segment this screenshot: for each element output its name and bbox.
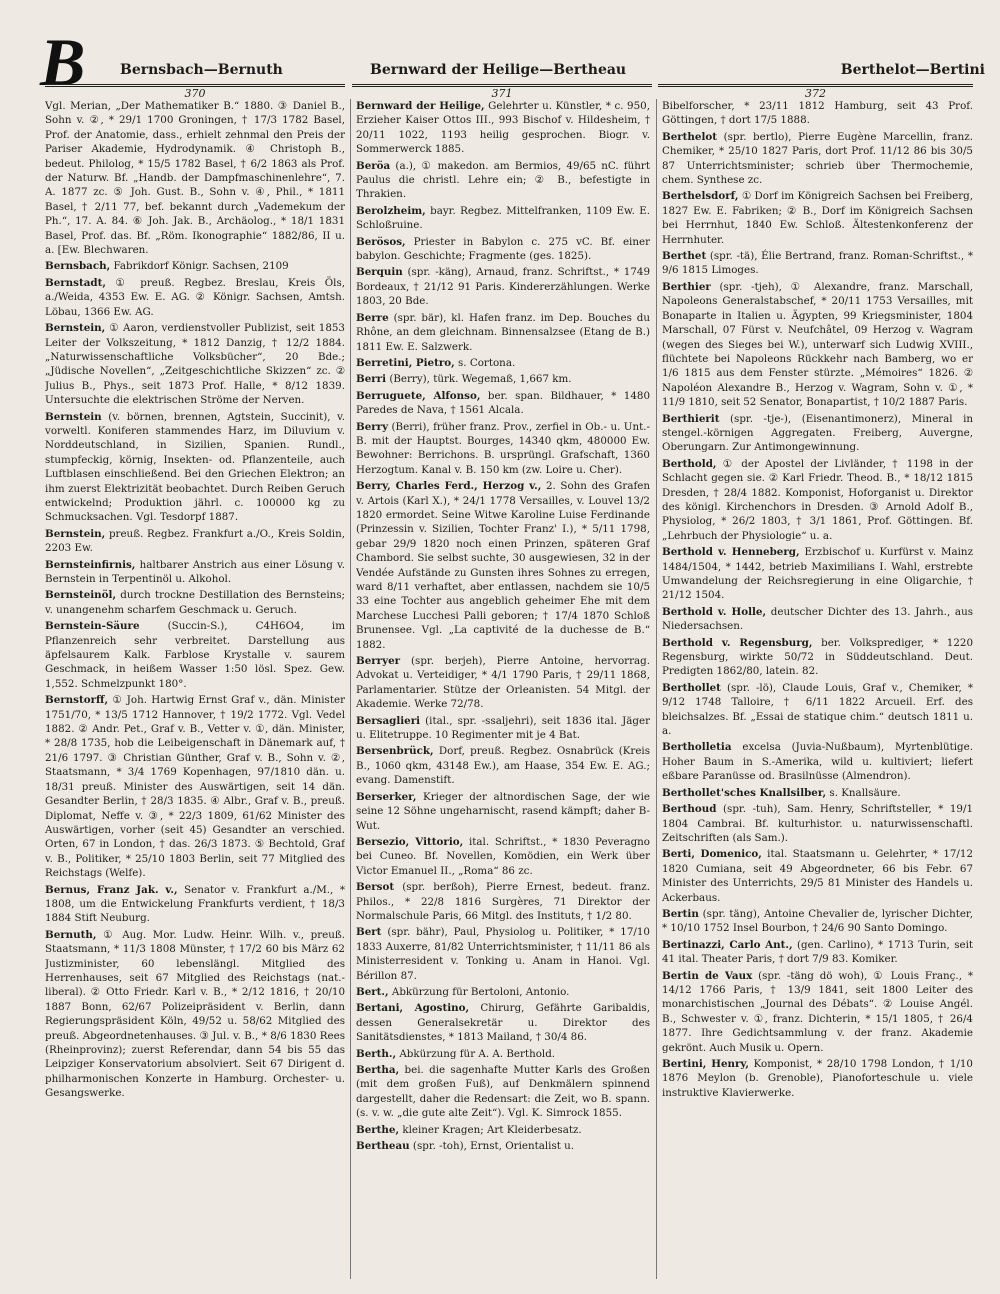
entry-headword: Bersenbrück, (356, 745, 434, 758)
lexicon-entry (45, 693, 345, 880)
entry-text: Vgl. Merian, „Der Mathematiker B.“ 1880. ③ Daniel B., Sohn v. ②, * 29/1 1700 Groningen, † 17/3 1782 Basel, Prof. der Anatomie, dass., erhielt zehnmal den Preis der Pariser Akademie, Hydrodynamik. ④ Christoph B., bedeut. Philolog, * 15/5 1782 Basel, † 6/2 1863 als Prof. der Naturw. Bf. „Handb. der Dampfmaschinenlehre“, 7. A. 1877 zc. ⑤ Joh. Gust. B., Sohn v. ④, Phil., * 1811 Basel, † 2/11 77, bef. bekannt durch „Vademekum der Ph.“, 17. A. 84. ⑥ Joh. Jak. B., Archäolog., * 18/1 1831 Basel, Prof. das. Bf. „Röm. Ikonographie“ 1882/86, II u. a. [Ew. Blechwaren. (45, 100, 345, 257)
lexicon-entry (662, 969, 973, 1055)
entry-text: Gelehrter u. Künstler, * c. 950, Erzieher Kaiser Ottos III., 993 Bischof v. Hildesheim, † 20/11 1022, 1193 heilig gesprochen. Biogr. v. Sommerwerck 1885. (356, 100, 650, 156)
entry-headword: Berthollet (662, 681, 721, 694)
entry-text: (spr. bähr), Paul, Physiolog u. Politiker, * 17/10 1833 Auxerre, 81/82 Unterrichtsminister, † 11/11 86 als Ministerresident v. Tonking u. Anam in Hanoi. Vgl. Bérillon 87. (356, 926, 650, 982)
entry-headword: Bertinazzi, Carlo Ant., (662, 938, 793, 951)
entry-headword: Berserker, (356, 790, 417, 803)
entry-headword: Bertin (662, 907, 699, 920)
entry-text: Chirurg, Gefährte Garibaldis, dessen Generalsekretär u. Direktor des Sanitätsdienstes, * 1813 Mailand, † 30/4 86. (356, 1002, 650, 1044)
running-head-center: Bernward der Heilige—Bertheau (370, 62, 627, 78)
entry-text: kleiner Kragen; Art Kleiderbesatz. (402, 1123, 582, 1136)
entry-text: Krieger der altnordischen Sage, der wie seine 12 Söhne ungeharnischt, rasend kämpft; daher B-Wut. (356, 790, 650, 832)
entry-headword: Berry (356, 420, 389, 433)
entry-text: (spr. berjeh), Pierre Antoine, hervorrag. Advokat u. Verteidiger, * 4/1 1790 Paris, † 29/11 1868, Parlamentarier. Stütze der Orleanisten. 54 Mitgl. der Akademie. Werke 72/78. (356, 655, 650, 711)
lexicon-entry (662, 280, 973, 410)
entry-headword: Berthet (662, 250, 707, 263)
entry-text: preuß. Regbez. Frankfurt a./O., Kreis Soldin, 2203 Ew. (45, 527, 345, 555)
entry-headword: Berthold v. Regensburg, (662, 636, 813, 649)
lexicon-entry (662, 99, 973, 128)
entry-text: ital. Schriftst., * 1830 Peveragno bei Cuneo. Bf. Novellen, Komödien, ein Werk über Victor Emanuel II., „Roma“ 86 zc. (356, 835, 650, 877)
lexicon-entry (662, 786, 973, 800)
lexicon-entry (662, 636, 973, 679)
lexicon-entry (45, 558, 345, 587)
entry-headword: Bernstadt, (45, 276, 106, 289)
lexicon-entry (356, 654, 650, 712)
lexicon-entry (662, 938, 973, 967)
entry-headword: Berthelot (662, 130, 718, 143)
entry-headword: Bernus, Franz Jak. v., (45, 883, 178, 896)
running-head-left: Bernsbach—Bernuth (120, 62, 283, 78)
entry-headword: Bernsteinöl, (45, 589, 117, 602)
entry-headword: Berth., (356, 1047, 397, 1060)
entry-headword: Bertin de Vaux (662, 969, 753, 982)
lexicon-entry (662, 457, 973, 543)
entry-headword: Berretini, Pietro, (356, 356, 455, 369)
lexicon-entry (356, 204, 650, 233)
entry-headword: Bernuth, (45, 928, 97, 941)
lexicon-entry (356, 372, 650, 386)
entry-headword: Berthollet'sches Knallsilber, (662, 786, 827, 799)
entry-headword: Bertha, (356, 1064, 400, 1076)
lexicon-entry (356, 420, 650, 478)
lexicon-entry (356, 479, 650, 652)
lexicon-entry (356, 159, 650, 202)
entry-text: (spr. -tje-), (Eisenantimonerz), Mineral in stengel.-körnigen Aggregaten. Freiberg, Auvergne, Oberungarn. Zur Antimongewinnung. (662, 412, 973, 454)
entry-headword: Bernward der Heilige, (356, 100, 485, 112)
entry-headword: Bersaglieri (356, 714, 421, 727)
page-number-right: 372 (658, 84, 973, 101)
lexicon-entry (356, 880, 650, 923)
lexicon-entry (356, 1123, 650, 1137)
entry-headword: Bernstein (45, 410, 102, 423)
entry-text: haltbarer Anstrich aus einer Lösung v. Bernstein in Terpentinöl u. Alkohol. (45, 558, 345, 585)
lexicon-entry (662, 189, 973, 247)
entry-headword: Berthier (662, 280, 711, 293)
entry-headword: Bertani, Agostino, (356, 1002, 470, 1015)
lexicon-entry (356, 99, 650, 157)
entry-text: Bibelforscher, * 23/11 1812 Hamburg, seit 43 Prof. Göttingen, † dort 17/5 1888. (662, 100, 973, 127)
lexicon-entry (45, 527, 345, 556)
entry-headword: Berösos, (356, 235, 406, 248)
lexicon-entry (356, 1139, 650, 1153)
entry-text: ① Dorf im Königreich Sachsen bei Freiberg, 1827 Ew. E. Fabriken; ② B., Dorf im Königreich Sachsen bei Herrnhut, 1840 Ew. Schloß. Ältestenkonferenz der Herrnhuter. (662, 190, 973, 246)
entry-headword: Bertheau (356, 1140, 410, 1153)
entry-text: Priester in Babylon c. 275 vC. Bf. einer babylon. Geschichte; Fragmente (ges. 1825). (356, 235, 650, 263)
entry-text: (spr. bertlo), Pierre Eugène Marcellin, franz. Chemiker, * 25/10 1827 Paris, dort Prof. 11/12 86 bis 30/5 87 Unterrichtsminister; schrieb über Thermochemie, chem. Synthese zc. (662, 130, 973, 187)
column-divider (350, 99, 351, 1279)
entry-text: deutscher Dichter des 13. Jahrh., aus Niedersachsen. (662, 605, 973, 633)
entry-text: (spr. -tuh), Sam. Henry, Schriftsteller, * 19/1 1804 Cambrai. Bf. kulturhistor. u. naturwissenschaftl. Zeitschriften (als Sam.). (662, 803, 973, 844)
lexicon-entry (356, 925, 650, 983)
entry-text: (Berri), früher franz. Prov., zerfiel in Ob.- u. Unt.-B. mit der Hauptst. Bourges, 14340 qkm, 480000 Ew. Bewohner: Berrichons. B. ursprüngl. Grafschaft, 1360 Herzogtum. Kanal v. B. 150 km (zw. Loire u. Cher). (356, 420, 650, 476)
entry-headword: Bersot (356, 881, 395, 894)
entry-headword: Beröa (356, 159, 391, 172)
lexicon-entry (356, 235, 650, 264)
entry-text: (spr. -täng dö woh), ① Louis Franç., * 14/12 1766 Paris, † 13/9 1841, seit 1800 Leiter des monarchistischen „Journal des Débats“. ② Louise Angél. B., Schwester v. ①, franz. Dichterin, * 15/1 1805, † 26/4 1877. Ihre Gedichtsammlung v. der franz. Akademie gekrönt. Auch Musik u. Opern. (662, 969, 973, 1054)
lexicon-entry (356, 985, 650, 999)
entry-headword: Bernsbach, (45, 260, 111, 273)
entry-text: (Berry), türk. Wegemaß, 1,667 km. (389, 373, 572, 386)
lexicon-entry (45, 588, 345, 617)
lexicon-entry (662, 545, 973, 603)
page-number-center: 371 (352, 84, 652, 101)
entry-text: ① der Apostel der Livländer, † 1198 in der Schlacht gegen sie. ② Karl Friedr. Theod. B., * 18/12 1815 Dresden, † 28/4 1882. Komponist, Hoforganist u. Direktor des königl. Kirchenchors in Dresden. ③ Arnold Adolf B., Physiolog, * 26/2 1803, † 3/1 1861, Prof. Göttingen. Bf. „Lehrbuch der Physiologie“ u. a. (662, 457, 973, 542)
entry-text: ① Aaron, verdienstvoller Publizist, seit 1853 Leiter der Volkszeitung, * 1812 Danzig, † 12/2 1884. „Naturwissenschaftliche Volksbücher“, 20 Bde.; „Jüdische Novellen“, „Zeitgeschichtliche Skizzen“ zc. ② Julius B., Phys., seit 1873 Prof. Halle, * 8/12 1839. Untersuchte die elektrischen Ströme der Nerven. (45, 322, 345, 407)
lexicon-entry (356, 835, 650, 878)
entry-headword: Bersezio, Vittorio, (356, 835, 464, 848)
lexicon-entry (356, 744, 650, 787)
entry-text: (spr. berßoh), Pierre Ernest, bedeut. franz. Philos., * 22/8 1816 Surgères, 71 Direktor der Normalschule Paris, 66 Mitgl. des Instituts, † 1/2 80. (356, 881, 650, 922)
entry-text: Dorf, preuß. Regbez. Osnabrück (Kreis B., 1060 qkm, 43148 Ew.), am Haase, 354 Ew. E. AG.; evang. Damenstift. (356, 745, 650, 787)
entry-text: s. Cortona. (458, 356, 516, 369)
lexicon-entry (45, 410, 345, 525)
entry-text: bei. die sagenhafte Mutter Karls des Großen (mit dem großen Fuß), auf Denkmälern spinnend dargestellt, daher die Redensart: die Zeit, wo B. spann. (s. v. w. „die gute alte Zeit“). Vgl. K. Simrock 1855. (356, 1064, 650, 1120)
entry-headword: Berthe, (356, 1123, 400, 1136)
column-center (356, 99, 650, 1279)
entry-headword: Berthoud (662, 803, 717, 816)
entry-text: ① Aug. Mor. Ludw. Heinr. Wilh. v., preuß. Staatsmann, * 11/3 1808 Münster, † 17/2 60 bis März 62 Justizminister, 60 lebenslängl. Mitglied des Herrenhauses, seit 67 Mitglied des Reichstags (nat.-liberal). ② Otto Friedr. Karl v. B., * 2/12 1816, † 20/10 1887 Bonn, 62/67 Polizeipräsident v. Berlin, dann Regierungspräsident Köln, 49/52 u. 58/62 Mitglied des preuß. Abgeordnetenhauses. ③ Jul. v. B., * 8/6 1830 Rees (Rheinprovinz); zuerst Referendar, dann 54 bis 55 das Leipziger Konservatorium absolviert. Seit 67 Dirigent d. philharmonischen Konzerte in Hamburg. Orchester- u. Gesangswerke. (45, 928, 345, 1100)
entry-text: (spr. bär), kl. Hafen franz. im Dep. Bouches du Rhône, an dem gleichnam. Binnensalzsee (Etang de B.) 1811 Ew. E. Salzwerk. (356, 311, 650, 353)
lexicon-entry (662, 130, 973, 188)
lexicon-entry (356, 356, 650, 370)
entry-text: (spr. -tä), Élie Bertrand, franz. Roman-Schriftst., * 9/6 1815 Limoges. (662, 250, 973, 277)
lexicon-entry (662, 847, 973, 905)
entry-text: (spr. -toh), Ernst, Orientalist u. (412, 1140, 575, 1153)
entry-text: (v. börnen, brennen, Agtstein, Succinit), v. vorweltl. Koniferen stammendes Harz, im Diluvium v. Norddeutschland, in Sizilien, Spanien. Rundl., stumpfeckig, körnig, Insekten- od. Pflanzenteile, auch Luftblasen einschließend. Bei den Griechen Elektron; an ihm zuerst Elektrizität beobachtet. Durch Reiben Geruch entwickelnd; Produktion jährl. c. 100000 kg zu Schmucksachen. Vgl. Tesdorpf 1887. (45, 410, 345, 524)
entry-headword: Bernstein-Säure (45, 620, 140, 633)
section-letter: B (40, 24, 86, 100)
entry-text: (spr. -lö), Claude Louis, Graf v., Chemiker, * 9/12 1748 Talloire, † 6/11 1822 Arcueil. Erf. des bleichsalzes. Bf. „Essai de statique chim.“ deutsch 1811 u. a. (662, 681, 973, 738)
entry-headword: Bernsteinfirnis, (45, 558, 136, 571)
lexicon-entry (662, 740, 973, 783)
entry-text: ber. Volksprediger, * 1220 Regensburg, wirkte 50/72 in Süddeutschland. Deut. Predigten 1862/80, latein. 82. (662, 636, 973, 678)
entry-headword: Bert., (356, 985, 389, 998)
lexicon-entry (45, 619, 345, 691)
lexicon-entry (356, 1001, 650, 1044)
column-divider (656, 99, 657, 1279)
lexicon-entry (662, 605, 973, 634)
entry-headword: Berri (356, 373, 387, 386)
entry-headword: Bernstein, (45, 527, 106, 540)
lexicon-entry (356, 1063, 650, 1121)
entry-text: Abkürzung für A. A. Berthold. (399, 1047, 556, 1060)
lexicon-entry (356, 790, 650, 833)
entry-headword: Berthierit (662, 412, 720, 425)
lexicon-entry (356, 265, 650, 308)
entry-text: ① Joh. Hartwig Ernst Graf v., dän. Minister 1751/70, * 13/5 1712 Hannover, † 19/2 1772. Vgl. Vedel 1882. ② Andr. Pet., Graf v. B., Vetter v. ①, dän. Minister, * 28/8 1735, hob die Leibeigenschaft in Dänemark auf, † 21/6 1797. ③ Christian Günther, Graf v. B., Sohn v. ②, Staatsmann, * 3/4 1769 Kopenhagen, 97/1810 dän. u. 18/31 preuß. Minister des Auswärtigen, seit 14 dän. Gesandter Berlin, † 28/3 1835. ④ Albr., Graf v. B., preuß. Diplomat, Neffe v. ③, * 22/3 1809, 61/62 Minister des Auswärtigen, vorher (seit 45) Gesandter an verschied. Orten, 67 in London, † das. 26/3 1873. ⑤ Bechtold, Graf v. B., Politiker, * 25/10 1803 Berlin, seit 77 Mitglied des Reichstags (Welfe). (45, 694, 345, 880)
lexicon-entry (45, 883, 345, 926)
lexicon-entry (662, 249, 973, 278)
entry-text: (spr. -tjeh), ① Alexandre, franz. Marschall, Napoleons Generalstabschef, * 20/11 1753 Versailles, mit Bonaparte in Italien u. Ägypten, 99 Kriegsminister, 1804 Marschall, 07 Fürst v. Neufchâtel, 09 Herzog v. Wagram (wegen des Sieges bei W.), unterwarf sich Ludwig XVIII., flüchtete bei Napoleons Rückkehr nach Bamberg, wo er 1/6 1815 aus dem Fenster stürzte. „Mémoires“ 1826. ② Napoléon Alexandre B., Herzog v. Wagram, Sohn v. ①, * 11/9 1810, seit 52 Senator, Bonapartist, † 10/2 1887 Paris. (662, 280, 973, 409)
entry-headword: Bernstein, (45, 322, 106, 335)
lexicon-entry (356, 714, 650, 743)
entry-headword: Bertholletia (662, 741, 732, 754)
entry-text: ① preuß. Regbez. Breslau, Kreis Öls, a./Weida, 4353 Ew. E. AG. ② Königr. Sachsen, Amtsh. Löbau, 1366 Ew. AG. (45, 276, 345, 318)
entry-text: ber. span. Bildhauer, * 1480 Paredes de Nava, † 1561 Alcala. (356, 389, 650, 417)
entry-text: ital. Staatsmann u. Gelehrter, * 17/12 1820 Cumiana, seit 49 Abgeordneter, 66 bis Febr. 67 Minister des Unterrichts, 29/5 81 Minister des Handels u. Ackerbaus. (662, 848, 973, 904)
entry-text: 2. Sohn des Grafen v. Artois (Karl X.), * 24/1 1778 Versailles, v. Louvel 13/2 1820 ermordet. Seine Witwe Karoline Luise Ferdinande (Prinzessin v. Sizilien, Tochter Franz' I.), * 5/11 1798, gebar 29/9 1820 noch einen Prinzen, späteren Graf Chambord. Sie selbst suchte, 30 ausgewiesen, 32 in der Vendée Aufstände zu Gunsten ihres Sohnes zu erregen, ward 8/11 verhaftet, aber entlassen, nachdem sie 10/5 33 eine Tochter aus angeblich geheimer Ehe mit dem Marchese Lucchesi Palli geboren; † 17/4 1870 Schloß Brunensee. Vgl. „La captivité de la duchesse de B.“ 1882. (356, 480, 650, 651)
entry-text: Komponist, * 28/10 1798 London, † 1/10 1876 Meylon (b. Grenoble), Pianoforteschule u. viele instruktive Klavierwerke. (662, 1058, 973, 1099)
lexicon-entry (662, 412, 973, 455)
entry-text: Fabrikdorf Königr. Sachsen, 2109 (113, 260, 289, 273)
entry-text: Senator v. Frankfurt a./M., * 1808, um die Entwickelung Frankfurts verdient, † 18/3 1884 Stift Neuburg. (45, 883, 345, 925)
entry-text: (a.), ① makedon. am Bermios, 49/65 nC. führt Paulus die christl. Lehre ein; ② B., befestigte in Thrakien. (356, 159, 650, 201)
entry-text: (spr. -käng), Arnaud, franz. Schriftst., * 1749 Bordeaux, † 21/12 91 Paris. Kindererzählungen. Werke 1803, 20 Bde. (356, 266, 650, 308)
entry-text: (Succin-S.), C4H6O4, im Pflanzenreich sehr verbreitet. Darstellung aus äpfelsaurem Kalk. Farblose Krystalle v. saurem Geschmack, in heißem Wasser 1:50 lösl. Spez. Gew. 1,552. Schmelzpunkt 180°. (45, 620, 345, 690)
entry-text: Erzbischof u. Kurfürst v. Mainz 1484/1504, * 1442, betrieb Maximilians I. Wahl, erstrebte Umwandelung der Reichsregierung in eine Oligarchie, † 21/12 1504. (662, 546, 973, 602)
lexicon-entry (356, 1047, 650, 1061)
entry-headword: Berti, Domenico, (662, 848, 762, 861)
entry-headword: Bernstorff, (45, 694, 109, 707)
entry-text: s. Knallsäure. (829, 786, 901, 799)
entry-headword: Bert (356, 926, 382, 939)
lexicon-entry (662, 802, 973, 845)
entry-headword: Berquin (356, 266, 403, 279)
lexicon-entry (45, 259, 345, 273)
entry-text: (gen. Carlino), * 1713 Turin, seit 41 ital. Theater Paris, † dort 7/9 83. Komiker. (662, 938, 973, 966)
lexicon-entry (356, 389, 650, 418)
lexicon-entry (662, 681, 973, 739)
entry-text: excelsa (Juvia-Nußbaum), Myrtenblütige. Hoher Baum in S.-Amerika, wild u. kultiviert; liefert eßbare Paranüsse od. Brasilnüsse (Almendron). (662, 741, 973, 783)
lexicon-entry (45, 928, 345, 1101)
entry-headword: Berryer (356, 655, 401, 668)
entry-headword: Berry, Charles Ferd., Herzog v., (356, 480, 542, 493)
entry-text: (ital., spr. -ssaljehri), seit 1836 ital. Jäger u. Elitetruppe. 10 Regimenter mit je 4 Bat. (356, 714, 650, 742)
entry-text: Abkürzung für Bertoloni, Antonio. (391, 985, 570, 998)
entry-text: (spr. täng), Antoine Chevalier de, lyrischer Dichter, * 10/10 1752 Insel Bourbon, † 24/6 90 Santo Domingo. (662, 907, 973, 935)
entry-headword: Berruguete, Alfonso, (356, 389, 481, 402)
lexicon-entry (45, 321, 345, 407)
entry-headword: Berolzheim, (356, 204, 426, 217)
page-number-left: 370 (45, 84, 345, 101)
running-head-right: Berthelot—Bertini (840, 62, 985, 78)
column-left (45, 99, 345, 1279)
entry-headword: Berthelsdorf, (662, 190, 739, 203)
entry-headword: Berthold v. Henneberg, (662, 546, 800, 559)
entry-headword: Berthold, (662, 457, 717, 470)
entry-text: bayr. Regbez. Mittelfranken, 1109 Ew. E. Schloßruine. (356, 204, 650, 232)
entry-headword: Berre (356, 311, 389, 324)
column-right (662, 99, 973, 1279)
lexicon-entry (356, 311, 650, 354)
lexicon-entry (662, 1057, 973, 1100)
lexicon-entry (45, 276, 345, 319)
entry-text: durch trockne Destillation des Bernsteins; v. unangenehm scharfem Geschmack u. Geruch. (45, 589, 345, 616)
lexicon-entry (662, 907, 973, 936)
entry-headword: Bertini, Henry, (662, 1058, 750, 1070)
lexicon-entry (45, 99, 345, 257)
entry-headword: Berthold v. Holle, (662, 605, 767, 618)
